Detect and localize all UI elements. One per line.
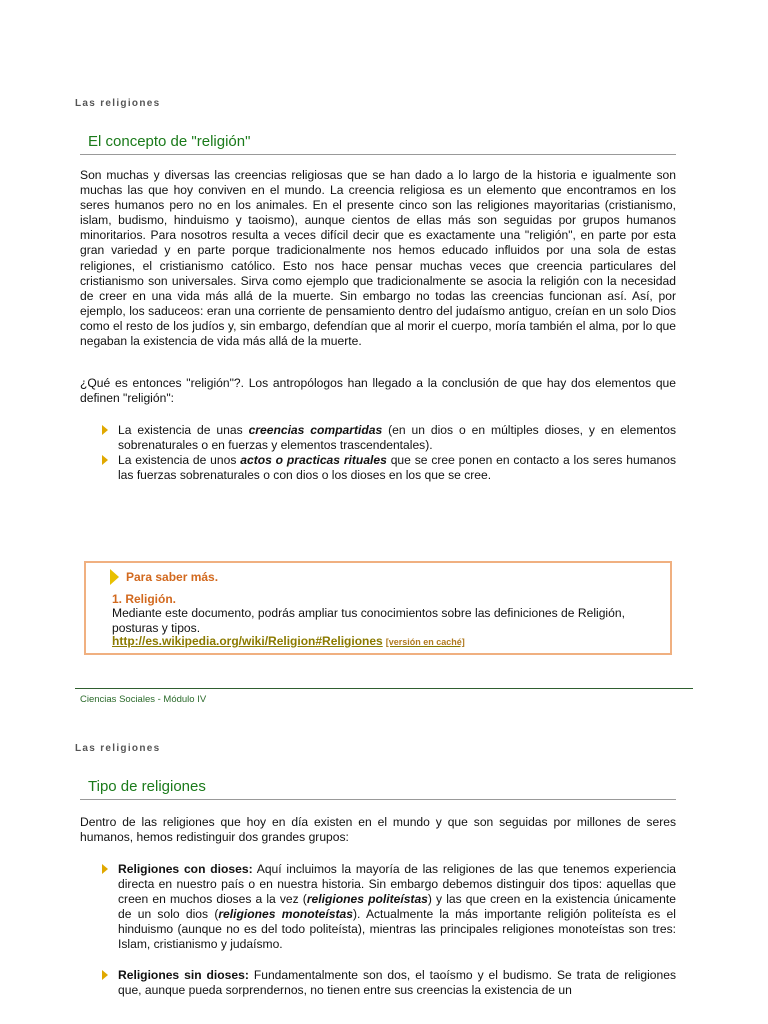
list-item: La existencia de unos actos o practicas rituales que se cree ponen en contacto a los seres humanos las fuerzas sobrenaturales o con dios o los dioses en los que se cree. (100, 453, 676, 483)
footer-divider (75, 688, 693, 689)
list-item: Religiones con dioses: Aquí incluimos la mayoría de las religiones de las que tenemos experiencia directa en nuestro país o en nuestra historia. Sin embargo debemos distinguir dos tipos: aquellas que creen en muchos dioses a la vez (religiones politeístas) y las que creen en la existencia únicamente de un solo dios (religiones monoteístas). Actualmente la más importante religión politeísta es el hinduismo (aunque no es del todo politeísta), mientras las principales religiones monoteístas son tres: Islam, cristianismo y judaísmo. (100, 862, 676, 953)
section-tag: Las religiones (75, 98, 161, 109)
further-reading-box (84, 561, 672, 655)
emphasis-text: religiones politeístas (306, 892, 428, 907)
footer-text: Ciencias Sociales - Módulo IV (80, 694, 207, 705)
paragraph-intro: Son muchas y diversas las creencias religiosas que se han dado a lo largo de la historia e igualmente son muchas las que hoy conviven en el mundo. La creencia religiosa es un elemento que encontramos en los seres humanos pero no en los animales. En el presente cinco son las religiones mayoritarias (cristianismo, islam, budismo, hinduismo y taoismo), aunque cientos de ellas más son seguidas por grupos humanos minoritarios. Para nosotros resulta a veces difícil decir que es exactamente una "religión", en parte por esta gran variedad y en parte porque tradicionalmente nos hemos educado influidos por una sola de estas religiones, el cristianismo católico. Esto nos hace pensar muchas veces que creencia particulares del cristianismo son universales. Sirva como ejemplo que tradicionalmente se asocia la religión con la necesidad de creer en una vida más allá de la muerte. Sin embargo no todas las creencias funcionan así. Así, por ejemplo, los saduceos: eran una corriente de pensamiento dentro del judaísmo antiguo, creían en un solo Dios como el resto de los judíos y, sin embargo, defendían que al morir el cuerpo, moría también el alma, por lo que negaban la existencia de vida más allá de la muerte. (80, 168, 676, 349)
arrow-bullet-icon (102, 864, 108, 874)
callout-item-title: 1. Religión. (112, 592, 177, 606)
callout-description: Mediante este documento, podrás ampliar tus conocimientos sobre las definiciones de Religión, posturas y tipos. (112, 606, 625, 635)
item-label: Religiones sin dioses: (118, 967, 249, 982)
arrow-bullet-icon (102, 970, 108, 980)
section-tag: Las religiones (75, 743, 161, 754)
cached-version-link[interactable]: [versión en caché] (385, 637, 465, 647)
paragraph-types-intro: Dentro de las religiones que hoy en día existen en el mundo y que son seguidas por millones de seres humanos, hemos redistinguir dos grandes grupos: (80, 815, 676, 845)
paragraph-question: ¿Qué es entonces "religión"?. Los antropólogos han llegado a la conclusión de que hay dos elementos que definen "religión": (80, 376, 676, 406)
list-item: La existencia de unas creencias compartidas (en un dios o en múltiples dioses, y en elementos sobrenaturales o en fuerzas y elementos trascendentales). (100, 423, 676, 453)
item-label: Religiones con dioses: (118, 862, 253, 876)
religion-types-list (100, 862, 676, 998)
wikipedia-link[interactable]: http://es.wikipedia.org/wiki/Religion#Religiones [versión en caché] (112, 634, 465, 648)
arrow-bullet-icon (102, 455, 108, 465)
emphasis-text: religiones monoteístas (218, 907, 353, 922)
definition-list (100, 423, 676, 483)
arrow-bullet-icon (102, 425, 108, 435)
emphasis-text: creencias compartidas (248, 423, 383, 437)
arrow-right-icon (110, 569, 119, 585)
section-heading-concept: El concepto de "religión" (80, 133, 676, 155)
list-item: Religiones sin dioses: Fundamentalmente son dos, el taoísmo y el budismo. Se trata de religiones que, aunque pueda sorprendernos, no tienen entre sus creencias la existencia de un (100, 968, 676, 998)
section-heading-types: Tipo de religiones (80, 778, 676, 800)
emphasis-text: actos o practicas rituales (240, 453, 387, 468)
callout-title: Para saber más. (126, 570, 219, 584)
